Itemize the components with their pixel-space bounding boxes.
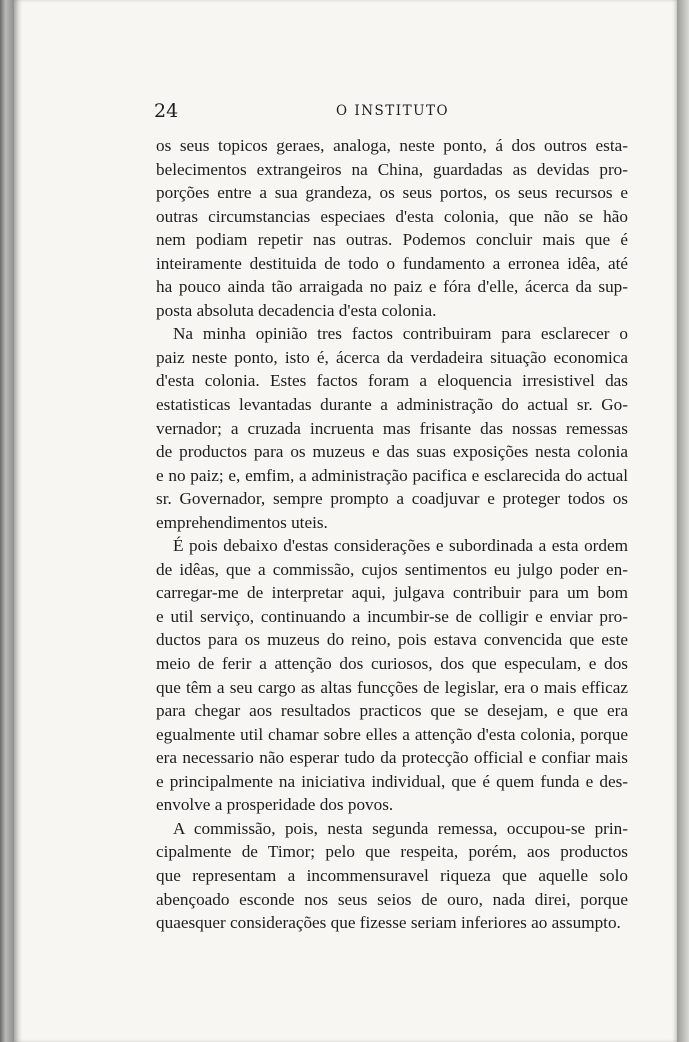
text-line: A commissão, pois, nesta segunda remessa, occupou-se prin- <box>173 818 628 838</box>
text-line: ductos para os muzeus do reino, pois estava convencida que este <box>156 630 628 650</box>
text-line: de idêas, que a commissão, cujos sentimentos eu julgo poder en- <box>156 559 628 579</box>
text-line: envolve a prosperidade dos povos. <box>156 795 394 815</box>
text-line: que representam a incommensuravel riqueza que aquelle solo <box>156 865 628 885</box>
text-line: inteiramente destituida de todo o fundamento a erronea idêa, até <box>156 253 628 273</box>
paragraph-4 <box>156 817 628 935</box>
text-line: d'esta colonia. Estes factos foram a eloquencia irresistivel das <box>156 371 628 391</box>
text-line: egualmente util chamar sobre elles a attenção d'esta colonia, porque <box>156 724 628 744</box>
text-line: e no paiz; e, emfim, a administração pacifica e esclarecida do actual <box>156 465 628 485</box>
text-line: e principalmente na iniciativa individual, que é quem funda e des- <box>156 771 628 791</box>
text-line: abençoado esconde nos seus seios de ouro, nada direi, porque <box>156 889 628 909</box>
text-line: estatisticas levantadas durante a administração do actual sr. Go- <box>156 395 628 415</box>
book-gutter-edge <box>0 0 14 1042</box>
text-line: e util serviço, continuando a incumbir-se de colligir e enviar pro- <box>156 606 628 626</box>
text-line: carregar-me de interpretar aqui, julgava contribuir para um bom <box>156 583 628 603</box>
paragraph-1 <box>156 134 628 322</box>
text-line: os seus topicos geraes, analoga, neste ponto, á dos outros esta- <box>156 136 628 155</box>
text-line: É pois debaixo d'estas considerações e subordinada a esta ordem <box>173 536 628 556</box>
page-right-edge <box>677 0 689 1042</box>
paragraph-3 <box>156 534 628 817</box>
text-line: ha pouco ainda tão arraigada no paiz e fóra d'elle, ácerca da sup- <box>156 277 628 297</box>
text-line: outras circumstancias especiaes d'esta colonia, que não se hão <box>156 206 628 226</box>
text-line: porções entre a sua grandeza, os seus portos, os seus recursos e <box>156 183 628 203</box>
text-line: de productos para os muzeus e das suas exposições nesta colonia <box>156 442 628 462</box>
text-line: vernador; a cruzada incruenta mas frisante das nossas remessas <box>156 418 628 438</box>
text-line: que têm a seu cargo as altas funcções de legislar, era o mais efficaz <box>156 677 628 697</box>
text-line: meio de ferir a attenção dos curiosos, dos que especulam, e dos <box>156 654 628 674</box>
running-title: O INSTITUTO <box>336 103 450 119</box>
text-line: sr. Governador, sempre prompto a coadjuvar e proteger todos os <box>156 489 628 509</box>
page-number: 24 <box>154 100 179 122</box>
text-line: emprehendimentos uteis. <box>156 512 328 532</box>
text-line: belecimentos extrangeiros na China, guardadas as devidas pro- <box>156 159 628 179</box>
text-line: quaesquer considerações que fizesse seriam inferiores ao assumpto. <box>156 913 621 933</box>
text-line: era necessario não esperar tudo da protecção official e confiar mais <box>156 748 628 768</box>
text-line: nem podiam repetir nas outras. Podemos concluir mais que é <box>156 230 628 250</box>
text-line: Na minha opinião tres factos contribuiram para esclarecer o <box>173 324 628 344</box>
text-line: para chegar aos resultados practicos que se desejam, e que era <box>156 701 628 721</box>
page-header <box>154 98 626 124</box>
body-text <box>156 134 628 935</box>
text-line: cipalmente de Timor; pelo que respeita, porém, aos productos <box>156 842 628 862</box>
text-line: posta absoluta decadencia d'esta colonia. <box>156 300 437 320</box>
paragraph-2 <box>156 322 628 534</box>
text-line: paiz neste ponto, isto é, ácerca da verdadeira situação economica <box>156 347 628 367</box>
